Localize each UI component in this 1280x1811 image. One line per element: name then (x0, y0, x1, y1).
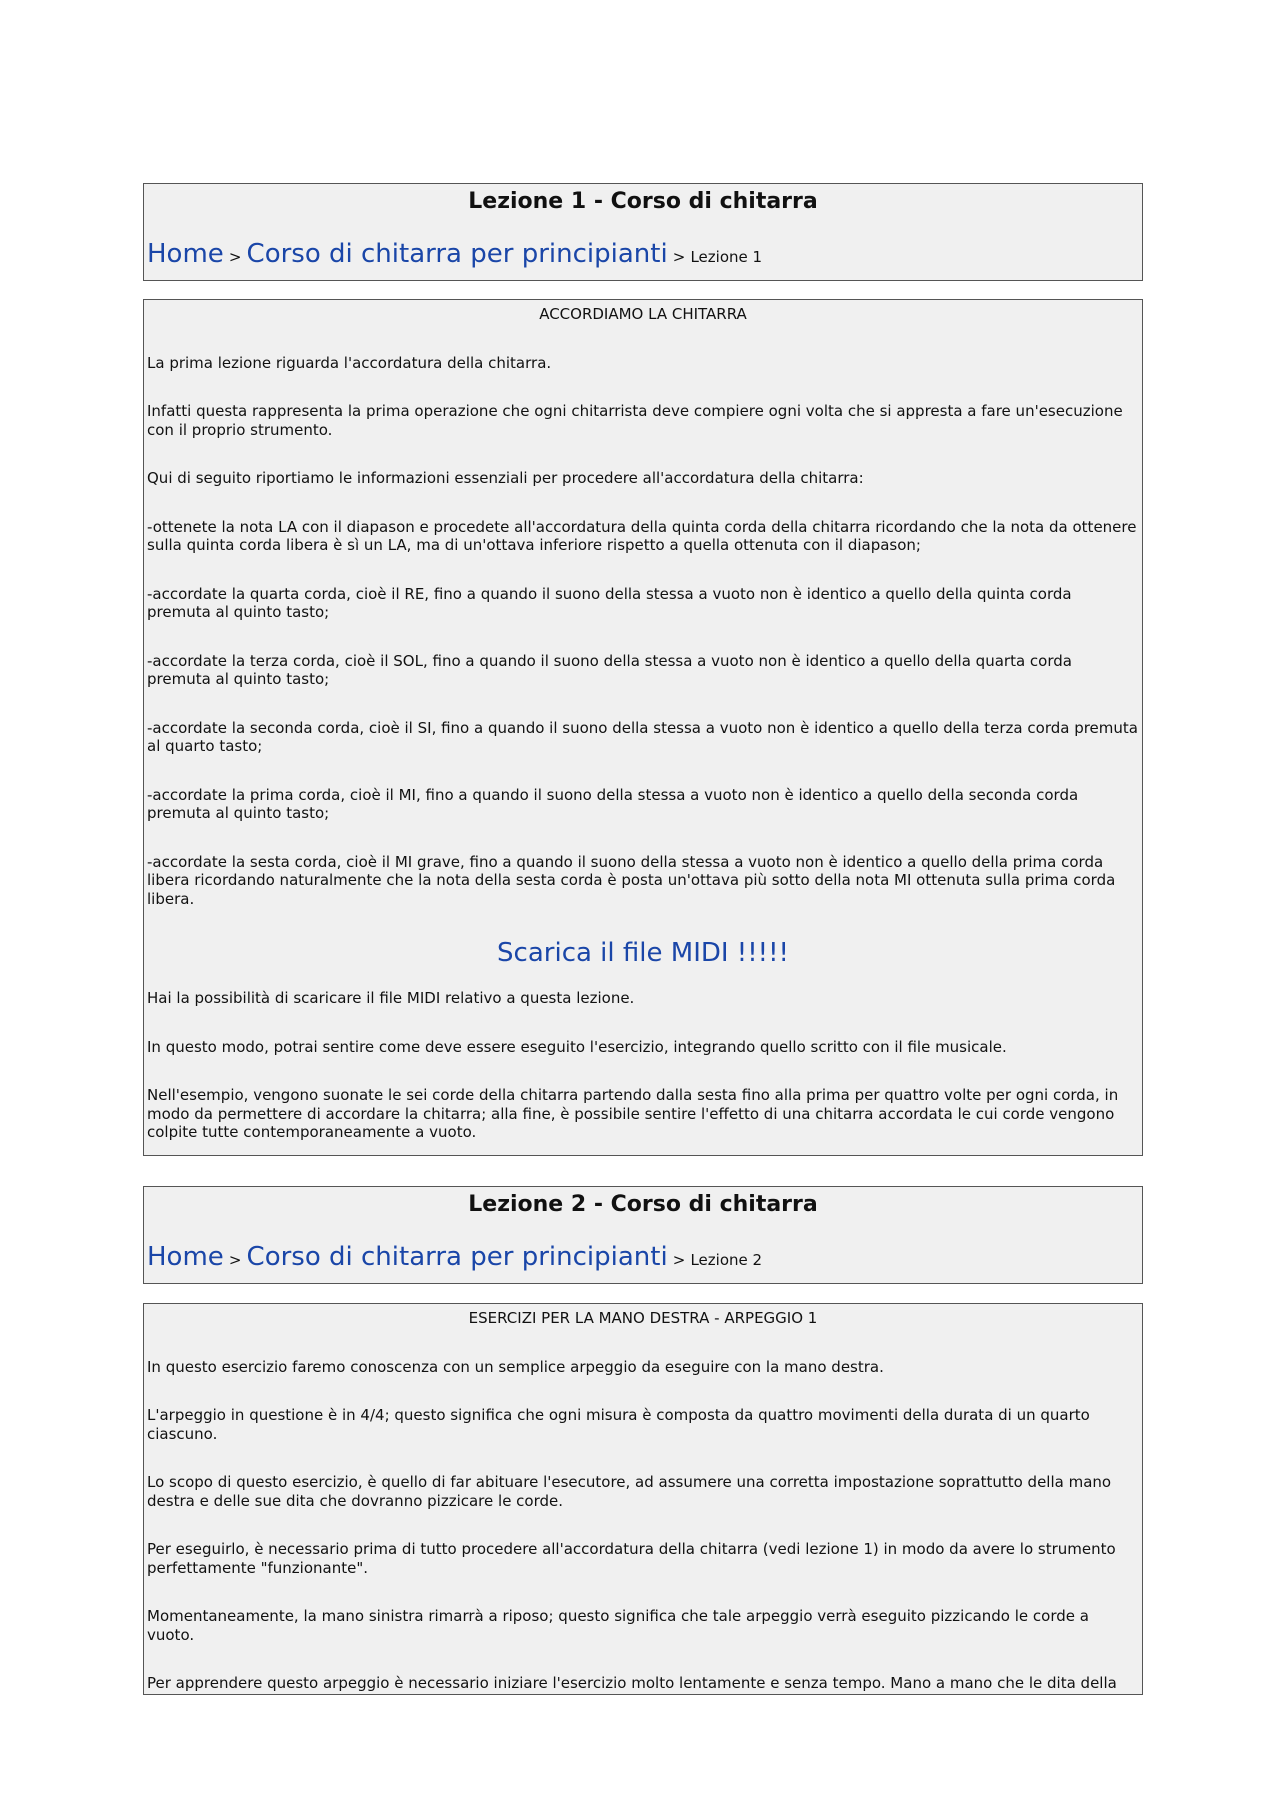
paragraph: Per eseguirlo, è necessario prima di tutto procedere all'accordatura della chitarra (vedi lezione 1) in modo da avere lo strumento perfettamente "funzionante". (147, 1540, 1116, 1577)
paragraph: In questo esercizio faremo conoscenza con un semplice arpeggio da eseguire con la mano destra. (147, 1357, 884, 1376)
midi-download-link[interactable]: Scarica il file MIDI !!!!! (497, 938, 789, 968)
paragraph: -accordate la terza corda, cioè il SOL, fino a quando il suono della stessa a vuoto non è identico a quello della quarta corda premuta al quinto tasto; (147, 651, 1072, 688)
breadcrumb-separator: > (672, 1251, 686, 1269)
paragraph: L'arpeggio in questione è in 4/4; questo significa che ogni misura è composta da quattro movimenti della durata di un quarto ciascuno. (147, 1406, 1090, 1443)
paragraph: -accordate la seconda corda, cioè il SI, fino a quando il suono della stessa a vuoto non è identico a quello della terza corda premuta al quarto tasto; (147, 718, 1138, 755)
lesson1-header (143, 183, 1143, 281)
paragraph: La prima lezione riguarda l'accordatura della chitarra. (147, 353, 552, 372)
breadcrumb-separator: > (228, 248, 242, 266)
paragraph: Momentaneamente, la mano sinistra rimarrà a riposo; questo significa che tale arpeggio verrà eseguito pizzicando le corde a vuoto. (147, 1607, 1089, 1644)
breadcrumb-course-link[interactable]: Corso di chitarra per principianti (246, 1242, 668, 1272)
paragraph: In questo modo, potrai sentire come deve essere eseguito l'esercizio, integrando quello scritto con il file musicale. (147, 1037, 1007, 1056)
lesson1-content (143, 299, 1143, 1156)
lesson2-title: Lezione 2 - Corso di chitarra (468, 1192, 818, 1217)
breadcrumb-course-link[interactable]: Corso di chitarra per principianti (246, 239, 668, 269)
paragraph: -accordate la quarta corda, cioè il RE, fino a quando il suono della stessa a vuoto non è identico a quello della quinta corda premuta al quinto tasto; (147, 584, 1072, 621)
breadcrumb-home-link[interactable]: Home (147, 239, 224, 269)
lesson2-content (143, 1303, 1143, 1695)
lesson1-title: Lezione 1 - Corso di chitarra (468, 189, 818, 214)
breadcrumb-separator: > (672, 248, 686, 266)
breadcrumb-home-link[interactable]: Home (147, 1242, 224, 1272)
lesson1-section-title: ACCORDIAMO LA CHITARRA (539, 305, 747, 323)
lesson2-section-title: ESERCIZI PER LA MANO DESTRA - ARPEGGIO 1 (468, 1309, 818, 1327)
paragraph: Hai la possibilità di scaricare il file MIDI relativo a questa lezione. (147, 989, 635, 1007)
paragraph: -accordate la prima corda, cioè il MI, fino a quando il suono della stessa a vuoto non è identico a quello della seconda corda premuta al quinto tasto; (147, 785, 1079, 822)
paragraph: -accordate la sesta corda, cioè il MI grave, fino a quando il suono della stessa a vuoto non è identico a quello della prima corda libera ricordando naturalmente che la nota della sesta corda è posta un'ottava più sotto della nota MI ottenuta sulla prima corda libera. (147, 852, 1116, 908)
paragraph: Infatti questa rappresenta la prima operazione che ogni chitarrista deve compiere ogni volta che si appresta a fare un'esecuzione con il proprio strumento. (147, 402, 1123, 439)
breadcrumb-current: Lezione 2 (690, 1251, 763, 1269)
breadcrumb-current: Lezione 1 (690, 248, 763, 266)
lesson1-breadcrumb (147, 238, 1139, 273)
lesson2-breadcrumb (147, 1241, 1139, 1276)
paragraph: Qui di seguito riportiamo le informazioni essenziali per procedere all'accordatura della chitarra: (147, 469, 864, 487)
paragraph: Nell'esempio, vengono suonate le sei corde della chitarra partendo dalla sesta fino alla prima per quattro volte per ogni corda, in modo da permettere di accordare la chitarra; alla fine, è possibile sentire l'effetto di una chitarra accordata le cui corde vengono colpite tutte contemporaneamente a vuoto. (147, 1086, 1119, 1141)
paragraph: Per apprendere questo arpeggio è necessario iniziare l'esercizio molto lentamente e senza tempo. Mano a mano che le dita della (147, 1674, 1117, 1692)
lesson2-header (143, 1186, 1143, 1284)
paragraph: -ottenete la nota LA con il diapason e procedete all'accordatura della quinta corda della chitarra ricordando che la nota da ottenere sulla quinta corda libera è sì un LA, ma di un'ottava inferiore rispetto a quella ottenuta con il diapason; (147, 517, 1137, 554)
breadcrumb-separator: > (228, 1251, 242, 1269)
paragraph: Lo scopo di questo esercizio, è quello di far abituare l'esecutore, ad assumere una corretta impostazione soprattutto della mano destra e delle sue dita che dovranno pizzicare le corde. (147, 1473, 1112, 1510)
